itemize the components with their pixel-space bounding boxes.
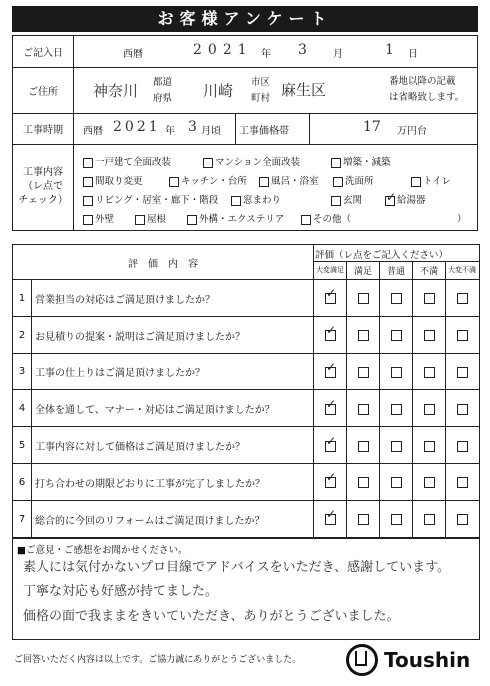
- checkbox[interactable]: [135, 215, 145, 225]
- comment-line-3: 価格の面で我ままをきいていただき、ありがとうございました。: [23, 609, 400, 624]
- logo-text: Toushin: [384, 648, 471, 672]
- rating-checkbox[interactable]: [391, 441, 402, 452]
- work-label-line1: 工事内容: [23, 167, 63, 178]
- price-unit: 万円台: [397, 126, 427, 137]
- rating-checkbox[interactable]: [457, 404, 468, 415]
- rating-checkbox[interactable]: [358, 293, 369, 304]
- checkbox-checked[interactable]: [385, 196, 395, 206]
- rating-checkbox[interactable]: [358, 441, 369, 452]
- checkbox[interactable]: [231, 196, 241, 206]
- price-value: 17: [363, 119, 381, 135]
- address-ward: 麻生区: [281, 81, 327, 99]
- rating-row: [13, 500, 479, 538]
- rating-row: [13, 279, 479, 317]
- logo-icon: [346, 644, 378, 676]
- rating-checkbox-checked[interactable]: [325, 404, 336, 415]
- work-option[interactable]: その他（: [301, 211, 351, 225]
- period-year: 2021: [113, 119, 161, 135]
- rating-checkbox-checked[interactable]: [325, 367, 336, 378]
- page-title: お客様アンケート: [12, 6, 478, 32]
- pref-unit-top: 都道: [153, 77, 173, 88]
- rating-checkbox[interactable]: [424, 514, 435, 525]
- work-option[interactable]: キッチン・台所: [169, 173, 247, 187]
- period-row: [13, 113, 477, 145]
- work-option[interactable]: 玄関: [331, 192, 362, 206]
- date-row: [13, 36, 477, 68]
- rating-header-right: 評価（レ点をご記入ください）: [315, 250, 449, 261]
- work-option[interactable]: ✓ 給湯器: [385, 192, 426, 206]
- pref-unit-bottom: 府県: [153, 93, 173, 104]
- rating-checkbox[interactable]: [391, 477, 402, 488]
- comments-box: [12, 538, 480, 640]
- rating-checkbox-checked[interactable]: [325, 293, 336, 304]
- checkbox[interactable]: [169, 177, 179, 187]
- period-month-unit: 月頃: [201, 126, 221, 137]
- comment-line-2: 丁寧な対応も好感が持てました。: [23, 584, 219, 599]
- question-text: 総合的に今回のリフォームはご満足頂けましたか？: [35, 515, 265, 527]
- date-day: 1: [385, 42, 394, 58]
- work-option[interactable]: 間取り変更: [83, 173, 143, 187]
- footer-text: ご回答いただく内容は以上です。ご協力誠にありがとうございました。: [14, 655, 302, 665]
- question-text: 打ち合わせの期限どおりに工事が完了しましたか？: [35, 478, 265, 490]
- rating-table: [12, 244, 480, 538]
- rating-checkbox[interactable]: [391, 404, 402, 415]
- work-option[interactable]: 窓まわり: [231, 192, 281, 206]
- period-month: 3: [188, 119, 197, 135]
- rating-header-left: 評 価 内 容: [128, 258, 198, 270]
- date-day-unit: 日: [408, 49, 418, 60]
- date-month: 3: [298, 42, 307, 58]
- period-year-unit: 年: [165, 126, 175, 137]
- rating-checkbox[interactable]: [358, 514, 369, 525]
- period-label: 工事時期: [13, 113, 74, 144]
- work-option[interactable]: 一戸建て全面改装: [83, 154, 171, 168]
- work-option[interactable]: 屋根: [135, 211, 166, 225]
- work-label: [13, 144, 74, 230]
- city-unit-top: 市区: [251, 77, 271, 88]
- checkbox[interactable]: [83, 158, 93, 168]
- address-city: 川崎: [203, 82, 234, 100]
- checkbox[interactable]: [301, 215, 311, 225]
- work-option[interactable]: 外構・エクステリア: [187, 211, 284, 225]
- checkbox[interactable]: [333, 177, 343, 187]
- rating-checkbox[interactable]: [457, 441, 468, 452]
- question-number: 1: [13, 280, 32, 317]
- date-month-unit: 月: [333, 49, 343, 60]
- col-very-dissatisfied: 大変不満: [448, 266, 476, 274]
- col-dissatisfied: 不満: [419, 267, 438, 277]
- address-prefecture: 神奈川: [93, 82, 139, 100]
- work-label-line2: （レ点で: [23, 181, 63, 192]
- company-logo: [346, 644, 470, 676]
- checkbox[interactable]: [83, 215, 93, 225]
- question-number: 5: [13, 427, 32, 464]
- checkbox[interactable]: [331, 158, 341, 168]
- work-option[interactable]: 風呂・浴室: [259, 173, 319, 187]
- city-unit-bottom: 町村: [251, 93, 271, 104]
- date-year-unit: 年: [261, 49, 271, 60]
- question-text: 工事の仕上りはご満足頂けましたか？: [35, 368, 205, 380]
- period-era: 西暦: [83, 126, 103, 137]
- rating-row: [13, 463, 479, 501]
- rating-checkbox[interactable]: [358, 404, 369, 415]
- rating-checkbox[interactable]: [424, 404, 435, 415]
- price-label: 工事価格帯: [239, 126, 289, 137]
- comments-label: ■ご意見・ご感想をお聞かせください。: [17, 545, 188, 556]
- rating-checkbox[interactable]: [358, 330, 369, 341]
- work-option-close: ）: [457, 214, 467, 225]
- work-option[interactable]: 洗面所: [333, 173, 374, 187]
- rating-checkbox[interactable]: [457, 477, 468, 488]
- address-label: ご住所: [13, 67, 74, 113]
- date-era: 西暦: [123, 49, 143, 60]
- rating-checkbox[interactable]: [457, 293, 468, 304]
- question-number: 7: [13, 501, 32, 538]
- question-number: 6: [13, 464, 32, 501]
- checkbox[interactable]: [83, 177, 93, 187]
- work-option[interactable]: 増築・減築: [331, 154, 391, 168]
- rating-checkbox[interactable]: [391, 293, 402, 304]
- rating-checkbox[interactable]: [391, 367, 402, 378]
- address-row: [13, 67, 477, 114]
- work-label-line3: チェック）: [18, 195, 68, 206]
- rating-checkbox-checked[interactable]: [325, 441, 336, 452]
- address-note-1: 番地以降の記載: [389, 76, 456, 87]
- rating-checkbox[interactable]: [457, 330, 468, 341]
- rating-checkbox[interactable]: [457, 367, 468, 378]
- rating-checkbox[interactable]: [457, 514, 468, 525]
- checkbox[interactable]: [203, 158, 213, 168]
- rating-row: [13, 426, 479, 464]
- checkbox[interactable]: [331, 196, 341, 206]
- rating-checkbox[interactable]: [424, 477, 435, 488]
- question-number: 4: [13, 390, 32, 427]
- question-text: 工事内容に対して価格はご満足頂けましたか？: [35, 442, 245, 454]
- date-year: 2021: [193, 42, 253, 58]
- question-number: 2: [13, 317, 32, 354]
- comment-line-1: 素人には気付かないプロ目線でアドバイスをいただき、感謝しています。: [23, 560, 451, 575]
- col-very-satisfied: 大変満足: [316, 266, 344, 274]
- work-option[interactable]: リビング・居室・廊下・階段: [83, 192, 218, 206]
- work-option[interactable]: 外壁: [83, 211, 114, 225]
- col-satisfied: 満足: [353, 267, 372, 277]
- customer-info-table: [12, 35, 478, 231]
- checkbox[interactable]: [259, 177, 269, 187]
- rating-checkbox[interactable]: [391, 514, 402, 525]
- rating-checkbox-checked[interactable]: [325, 514, 336, 525]
- checkbox[interactable]: [83, 196, 93, 206]
- rating-row: [13, 389, 479, 427]
- question-text: 全体を通して、マナー・対応はご満足頂けましたか？: [35, 405, 275, 417]
- rating-checkbox[interactable]: [391, 330, 402, 341]
- question-text: 営業担当の対応はご満足頂けましたか？: [35, 294, 215, 306]
- rating-checkbox[interactable]: [424, 330, 435, 341]
- rating-checkbox-checked[interactable]: [325, 477, 336, 488]
- checkbox[interactable]: [187, 215, 197, 225]
- work-row: [13, 144, 477, 230]
- address-note-2: は省略致します。: [389, 92, 465, 103]
- work-option[interactable]: トイレ: [411, 173, 451, 187]
- col-normal: 普通: [386, 267, 405, 277]
- date-label: ご記入日: [13, 36, 74, 67]
- checkbox[interactable]: [411, 177, 421, 187]
- rating-checkbox[interactable]: [358, 367, 369, 378]
- question-number: 3: [13, 354, 32, 391]
- rating-checkbox[interactable]: [358, 477, 369, 488]
- rating-checkbox[interactable]: [424, 367, 435, 378]
- question-text: お見積りの提案・説明はご満足頂けましたか？: [35, 331, 245, 343]
- rating-checkbox-checked[interactable]: [325, 330, 336, 341]
- work-option[interactable]: マンション全面改装: [203, 154, 300, 168]
- rating-checkbox[interactable]: [424, 293, 435, 304]
- rating-row: [13, 353, 479, 391]
- rating-row: [13, 316, 479, 354]
- rating-checkbox[interactable]: [424, 441, 435, 452]
